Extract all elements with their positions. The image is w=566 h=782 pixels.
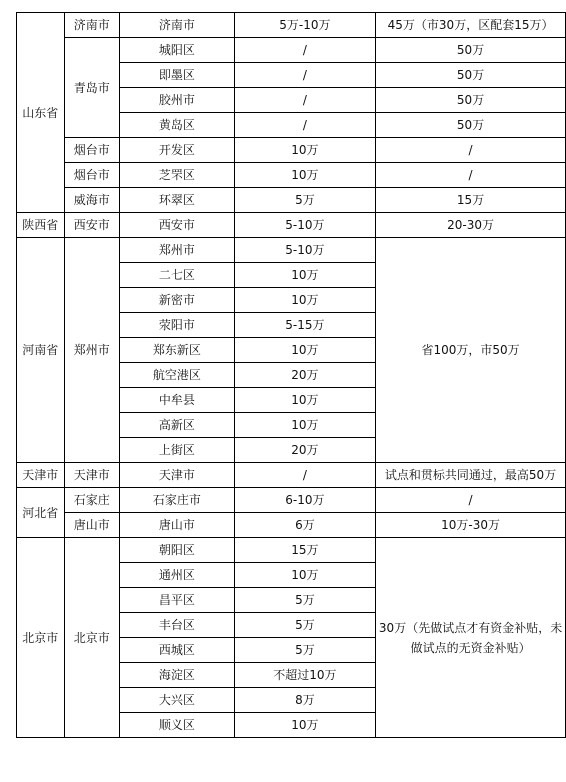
city-cell: 青岛市 [64, 38, 119, 138]
city-subsidy-cell: 试点和贯标共同通过，最高50万 [376, 463, 566, 488]
district-subsidy-cell: 10万 [234, 263, 376, 288]
subsidy-table [16, 12, 566, 738]
province-cell: 北京市 [17, 538, 65, 738]
table-row [17, 538, 566, 563]
district-cell: 天津市 [120, 463, 235, 488]
district-subsidy-cell: 5-10万 [234, 238, 376, 263]
city-cell: 天津市 [64, 463, 119, 488]
district-subsidy-cell: / [234, 38, 376, 63]
district-cell: 郑东新区 [120, 338, 235, 363]
city-subsidy-cell: 15万 [376, 188, 566, 213]
district-cell: 芝罘区 [120, 163, 235, 188]
table-row [17, 463, 566, 488]
table-row [17, 188, 566, 213]
table-row [17, 238, 566, 263]
district-cell: 上街区 [120, 438, 235, 463]
district-cell: 胶州市 [120, 88, 235, 113]
district-subsidy-cell: 20万 [234, 363, 376, 388]
city-cell: 烟台市 [64, 163, 119, 188]
district-cell: 环翠区 [120, 188, 235, 213]
district-subsidy-cell: 15万 [234, 538, 376, 563]
district-subsidy-cell: 10万 [234, 713, 376, 738]
district-cell: 航空港区 [120, 363, 235, 388]
district-cell: 大兴区 [120, 688, 235, 713]
city-subsidy-cell: 50万 [376, 88, 566, 113]
table-row [17, 13, 566, 38]
table-row [17, 213, 566, 238]
district-cell: 石家庄市 [120, 488, 235, 513]
district-subsidy-cell: 10万 [234, 163, 376, 188]
district-subsidy-cell: 5万 [234, 188, 376, 213]
district-cell: 西城区 [120, 638, 235, 663]
city-cell: 石家庄 [64, 488, 119, 513]
city-cell: 郑州市 [64, 238, 119, 463]
district-subsidy-cell: 10万 [234, 413, 376, 438]
city-subsidy-cell: 50万 [376, 113, 566, 138]
city-subsidy-cell: / [376, 163, 566, 188]
table-row [17, 138, 566, 163]
district-subsidy-cell: 6-10万 [234, 488, 376, 513]
province-cell: 天津市 [17, 463, 65, 488]
district-cell: 郑州市 [120, 238, 235, 263]
province-cell: 河北省 [17, 488, 65, 538]
city-cell: 济南市 [64, 13, 119, 38]
district-subsidy-cell: 8万 [234, 688, 376, 713]
district-cell: 济南市 [120, 13, 235, 38]
city-subsidy-cell: 50万 [376, 38, 566, 63]
district-cell: 新密市 [120, 288, 235, 313]
district-cell: 中牟县 [120, 388, 235, 413]
district-cell: 朝阳区 [120, 538, 235, 563]
city-subsidy-cell: 10万-30万 [376, 513, 566, 538]
district-cell: 黄岛区 [120, 113, 235, 138]
city-cell: 唐山市 [64, 513, 119, 538]
district-cell: 开发区 [120, 138, 235, 163]
district-subsidy-cell: 10万 [234, 288, 376, 313]
city-cell: 烟台市 [64, 138, 119, 163]
province-cell: 陕西省 [17, 213, 65, 238]
table-row [17, 163, 566, 188]
district-subsidy-cell: 5万 [234, 638, 376, 663]
district-cell: 昌平区 [120, 588, 235, 613]
city-subsidy-cell: 省100万，市50万 [376, 238, 566, 463]
district-cell: 海淀区 [120, 663, 235, 688]
district-cell: 高新区 [120, 413, 235, 438]
district-subsidy-cell: 5万-10万 [234, 13, 376, 38]
city-subsidy-cell: / [376, 138, 566, 163]
district-subsidy-cell: / [234, 88, 376, 113]
district-subsidy-cell: 5万 [234, 588, 376, 613]
city-cell: 威海市 [64, 188, 119, 213]
district-cell: 丰台区 [120, 613, 235, 638]
city-subsidy-cell: 50万 [376, 63, 566, 88]
district-cell: 唐山市 [120, 513, 235, 538]
province-cell: 河南省 [17, 238, 65, 463]
city-subsidy-cell: / [376, 488, 566, 513]
district-subsidy-cell: / [234, 63, 376, 88]
district-subsidy-cell: / [234, 113, 376, 138]
district-cell: 顺义区 [120, 713, 235, 738]
table-row [17, 38, 566, 63]
district-cell: 西安市 [120, 213, 235, 238]
district-cell: 即墨区 [120, 63, 235, 88]
district-subsidy-cell: 10万 [234, 388, 376, 413]
district-cell: 二七区 [120, 263, 235, 288]
city-cell: 北京市 [64, 538, 119, 738]
district-cell: 城阳区 [120, 38, 235, 63]
district-subsidy-cell: 不超过10万 [234, 663, 376, 688]
district-subsidy-cell: 10万 [234, 138, 376, 163]
subsidy-table-body [17, 13, 566, 738]
district-cell: 荥阳市 [120, 313, 235, 338]
district-subsidy-cell: 20万 [234, 438, 376, 463]
table-row [17, 488, 566, 513]
district-subsidy-cell: / [234, 463, 376, 488]
district-subsidy-cell: 5万 [234, 613, 376, 638]
city-subsidy-cell: 20-30万 [376, 213, 566, 238]
table-row [17, 513, 566, 538]
city-subsidy-cell: 45万（市30万，区配套15万） [376, 13, 566, 38]
district-cell: 通州区 [120, 563, 235, 588]
district-subsidy-cell: 5-10万 [234, 213, 376, 238]
city-cell: 西安市 [64, 213, 119, 238]
province-cell: 山东省 [17, 13, 65, 213]
district-subsidy-cell: 10万 [234, 338, 376, 363]
city-subsidy-cell: 30万（先做试点才有资金补贴，未做试点的无资金补贴） [376, 538, 566, 738]
district-subsidy-cell: 6万 [234, 513, 376, 538]
district-subsidy-cell: 10万 [234, 563, 376, 588]
district-subsidy-cell: 5-15万 [234, 313, 376, 338]
